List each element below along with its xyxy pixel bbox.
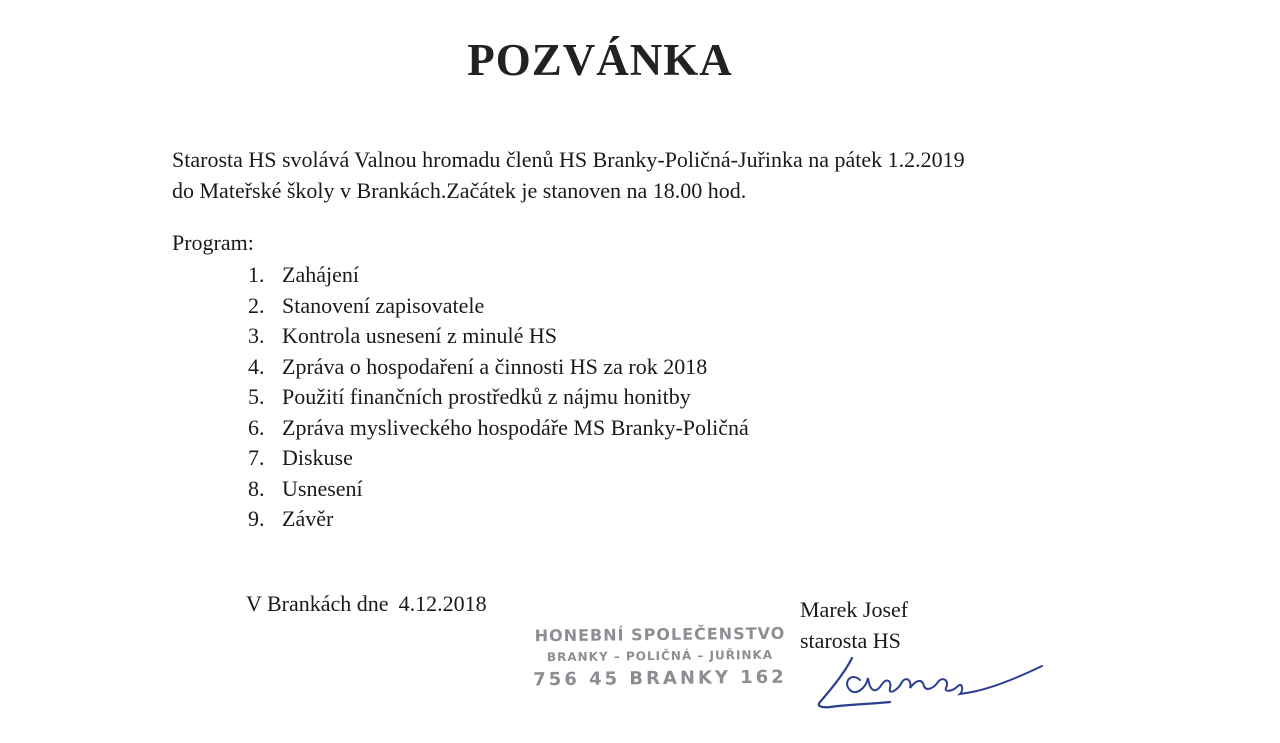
program-item xyxy=(248,474,749,505)
program-label: Program: xyxy=(172,230,254,255)
program-item-text: Zpráva mysliveckého hospodáře MS Branky-Poličná xyxy=(282,414,749,440)
official-stamp xyxy=(510,625,810,735)
program-item-number: 4. xyxy=(248,353,265,379)
stamp-line-2: BRANKY – POLIČNÁ – JUŘINKA xyxy=(546,647,774,665)
program-item-number: 6. xyxy=(248,414,265,440)
program-item-text: Diskuse xyxy=(282,445,353,470)
signer-name: Marek Josef xyxy=(800,597,909,622)
program-item-text: Usnesení xyxy=(282,475,363,501)
intro-paragraph xyxy=(172,144,1172,206)
intro-line-2: do Mateřské školy v Brankách.Začátek je stanoven na 18.00 hod. xyxy=(172,178,747,203)
place-label: V Brankách dne xyxy=(246,591,389,616)
stamp-line-1: HONEBNÍ SPOLEČENSTVO xyxy=(534,623,786,646)
handwritten-signature xyxy=(812,652,1052,714)
program-item xyxy=(248,291,749,322)
program-item xyxy=(248,504,749,535)
program-item xyxy=(248,321,749,352)
intro-line-1: Starosta HS svolává Valnou hromadu členů HS Branky-Poličná-Juřinka na pátek 1.2.2019 xyxy=(172,147,965,172)
program-list xyxy=(248,260,749,535)
program-item-text: Zpráva o hospodaření a činnosti HS za rok 2018 xyxy=(282,353,708,379)
program-item-text: Stanovení zapisovatele xyxy=(282,292,485,318)
program-item-number: 7. xyxy=(248,445,265,470)
signer-role: starosta HS xyxy=(800,628,901,653)
program-item-text: Závěr xyxy=(282,506,334,531)
program-item-text: Použití finančních prostředků z nájmu honitby xyxy=(282,384,691,409)
program-item-text: Kontrola usnesení z minulé HS xyxy=(282,323,557,348)
program-item-number: 1. xyxy=(248,262,265,287)
program-item xyxy=(248,352,749,383)
signer-block xyxy=(800,594,908,656)
program-item-number: 8. xyxy=(248,475,265,501)
issue-date: 4.12.2018 xyxy=(398,591,487,616)
program-item-number: 2. xyxy=(248,292,265,318)
program-item xyxy=(248,413,749,444)
document-title: POZVÁNKA xyxy=(467,35,733,85)
program-item-number: 5. xyxy=(248,384,265,409)
program-item xyxy=(248,260,749,291)
program-item-number: 9. xyxy=(248,506,265,531)
place-and-date xyxy=(246,591,487,617)
program-item-text: Zahájení xyxy=(282,262,359,287)
program-item xyxy=(248,382,749,413)
program-item-number: 3. xyxy=(248,323,265,348)
program-item xyxy=(248,443,749,474)
stamp-line-3: 756 45 BRANKY 162 xyxy=(533,666,787,691)
